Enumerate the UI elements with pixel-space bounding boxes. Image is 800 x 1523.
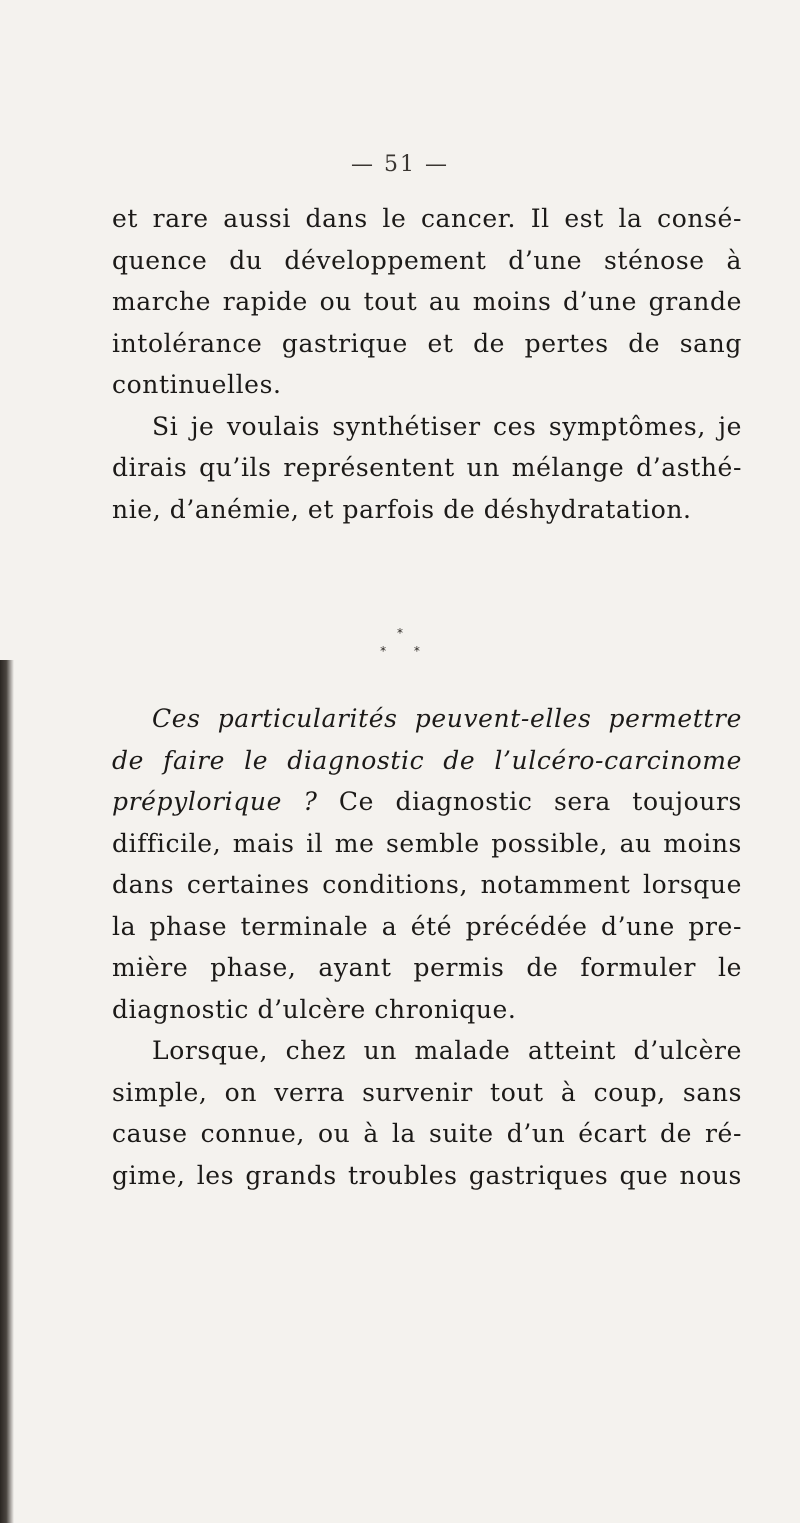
text-line: continuelles. (112, 370, 282, 399)
text-line: Lorsque, chez un malade atteint d’ulcère (152, 1036, 742, 1065)
text-line: dirais qu’ils représentent un mélange d’asthé- (112, 453, 742, 482)
binding-edge-shadow (0, 660, 14, 1523)
text-line-italic (112, 740, 742, 782)
text-line-italic (112, 698, 742, 740)
paragraph-1 (112, 198, 742, 406)
italic-question: Ces particularités peuvent-elles permettre (152, 704, 742, 733)
text-line: dans certaines conditions, notamment lorsque (112, 870, 742, 899)
asterism-stars: * * (380, 644, 432, 658)
section-separator-asterism (0, 624, 800, 674)
asterism-star: * (397, 626, 403, 640)
paragraph-3 (112, 698, 742, 1030)
text-fragment: Ce diagnostic sera toujours (317, 787, 742, 816)
text-line-mixed (112, 781, 742, 823)
text-line: diagnostic d’ulcère chronique. (112, 994, 517, 1024)
italic-question: prépylorique ? (112, 787, 318, 816)
text-line: quence du développement d’une sténose à (112, 245, 742, 275)
text-line: cause connue, ou à la suite d’un écart de ré- (112, 1119, 742, 1148)
text-line: marche rapide ou tout au moins d’une grande (112, 287, 742, 316)
text-line: et rare aussi dans le cancer. Il est la consé- (112, 204, 742, 233)
text-line: simple, on verra survenir tout à coup, sans (112, 1077, 742, 1107)
italic-question: de faire le diagnostic de l’ulcéro-carcinome (112, 745, 742, 775)
text-block-bottom (112, 698, 742, 1196)
text-line: Si je voulais synthétiser ces symptômes, je (152, 411, 742, 441)
text-line: mière phase, ayant permis de formuler le (112, 953, 742, 982)
text-line: intolérance gastrique et de pertes de sang (112, 328, 742, 358)
text-line: difficile, mais il me semble possible, au moins (112, 828, 742, 858)
paragraph-2 (112, 406, 742, 531)
text-line: gime, les grands troubles gastriques que nous (112, 1160, 742, 1190)
text-block-top (112, 198, 742, 530)
text-line: la phase terminale a été précédée d’une pre- (112, 911, 742, 941)
page-number: — 51 — (351, 152, 449, 177)
text-line: nie, d’anémie, et parfois de déshydratation. (112, 494, 692, 524)
paragraph-4 (112, 1030, 742, 1196)
